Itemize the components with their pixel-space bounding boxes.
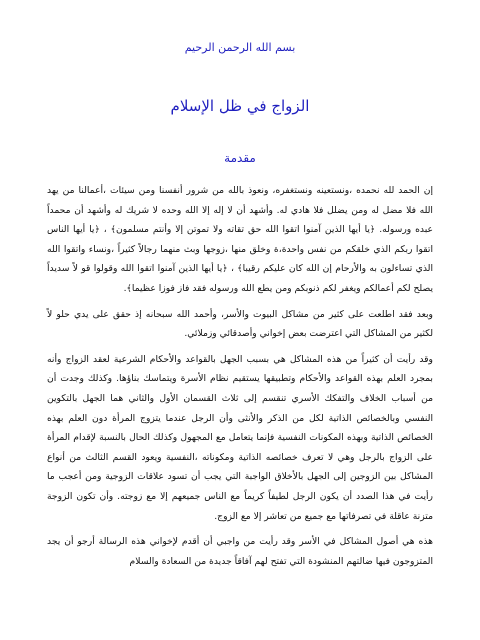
basmala-heading: بسم الله الرحمن الرحيم bbox=[184, 41, 296, 54]
paragraph-1: إن الحمد لله نحمده ،ونستعينه ونستغفره، ونعوذ بالله من شرور أنفسنا ومن سيئات ،أعمالنا من يهد الله فلا مضل له ومن يضلل فلا هادي له. وأشهد أن لا إله إلا الله وحده لا شريك له وأشهد أن محمداً عبده ورسوله. ﴿يا أيها الذين آمنوا اتقوا الله حق تقاته ولا تموتن إلا وأنتم مسلمون﴾ ، ﴿يا أيها الناس اتقوا ربكم الذي خلقكم من نفس واحدة،ة وخلق منها ،زوجها وبث منهما رجالاً كثيراً ،ونساء واتقوا الله الذي تساءلون به والأرحام إن الله كان عليكم رقيبا﴾ ، ﴿يا أيها الذين آمنوا اتقوا الله وقولوا قو لاً سديداً يصلح لكم أعمالكم ويغفر لكم ذنوبكم ومن يطع الله ورسوله فقد فاز فوزا عظيما﴾. bbox=[47, 185, 433, 294]
body-text bbox=[47, 181, 433, 577]
paragraph-2: وبعد فقد اطلعت على كثير من مشاكل البيوت والأسر، وأحمد الله سبحانه إذ حقق على يدي حلو لاً لكثير من المشاكل التي اعترضت بعض إخواني وأصدقائي وزملائي. bbox=[47, 308, 433, 340]
paragraph-3: وقد رأيت أن كثيراً من هذه المشاكل هي بسبب الجهل بالقواعد والأحكام الشرعية لعقد الزواج وأنه بمجرد العلم بهذه القواعد والأحكام وتطبيقها يستقيم نظام الأسرة ويتماسك بناؤها. وكذلك وجدت أن من أسباب الخلاف والتفكك الأسري تنقسم إلى ثلاث القسمان الأول والثاني هما الجهل بالتكوين النفسي وبالخصائص الذاتية لكل من الذكر والأنثى وأن الرجل عندما يتزوج المرأة دون العلم بهذه الخصائص الذاتية وبهذه المكونات النفسية فإنما يتعامل مع المجهول وكذلك الحال بالنسبة لإقدام المرأة على الزواج بالرجل وهي لا تعرف خصائصه الذاتية ومكوناته ،النفسية ويعود القسم الثالث من أنواع المشاكل بين الزوجين إلى الجهل بالأخلاق الواجبة التي يجب أن تسود علاقات الزوجية ومن أعجب ما رأيت في هذا الصدد أن يكون الرجل لطيفاً كريماً مع الناس جميعهم إلا مع زوجته. وأن تكون الزوجة متزنة عاقلة في تصرفاتها مع جميع من تعاشر إلا مع الزوج. bbox=[47, 353, 433, 522]
paragraph-4: هذه هي أصول المشاكل في الأسر وقد رأيت من واجبي أن أقدم لإخواني هذه الرسالة أرجو أن يجد المتزوجون فيها ضالتهم المنشودة التي تفتح لهم آفاقاً جديدة من السعادة والسلام bbox=[47, 536, 433, 567]
section-heading-introduction: مقدمة bbox=[224, 151, 256, 165]
document-title: الزواج في ظل الإسلام bbox=[170, 97, 310, 115]
